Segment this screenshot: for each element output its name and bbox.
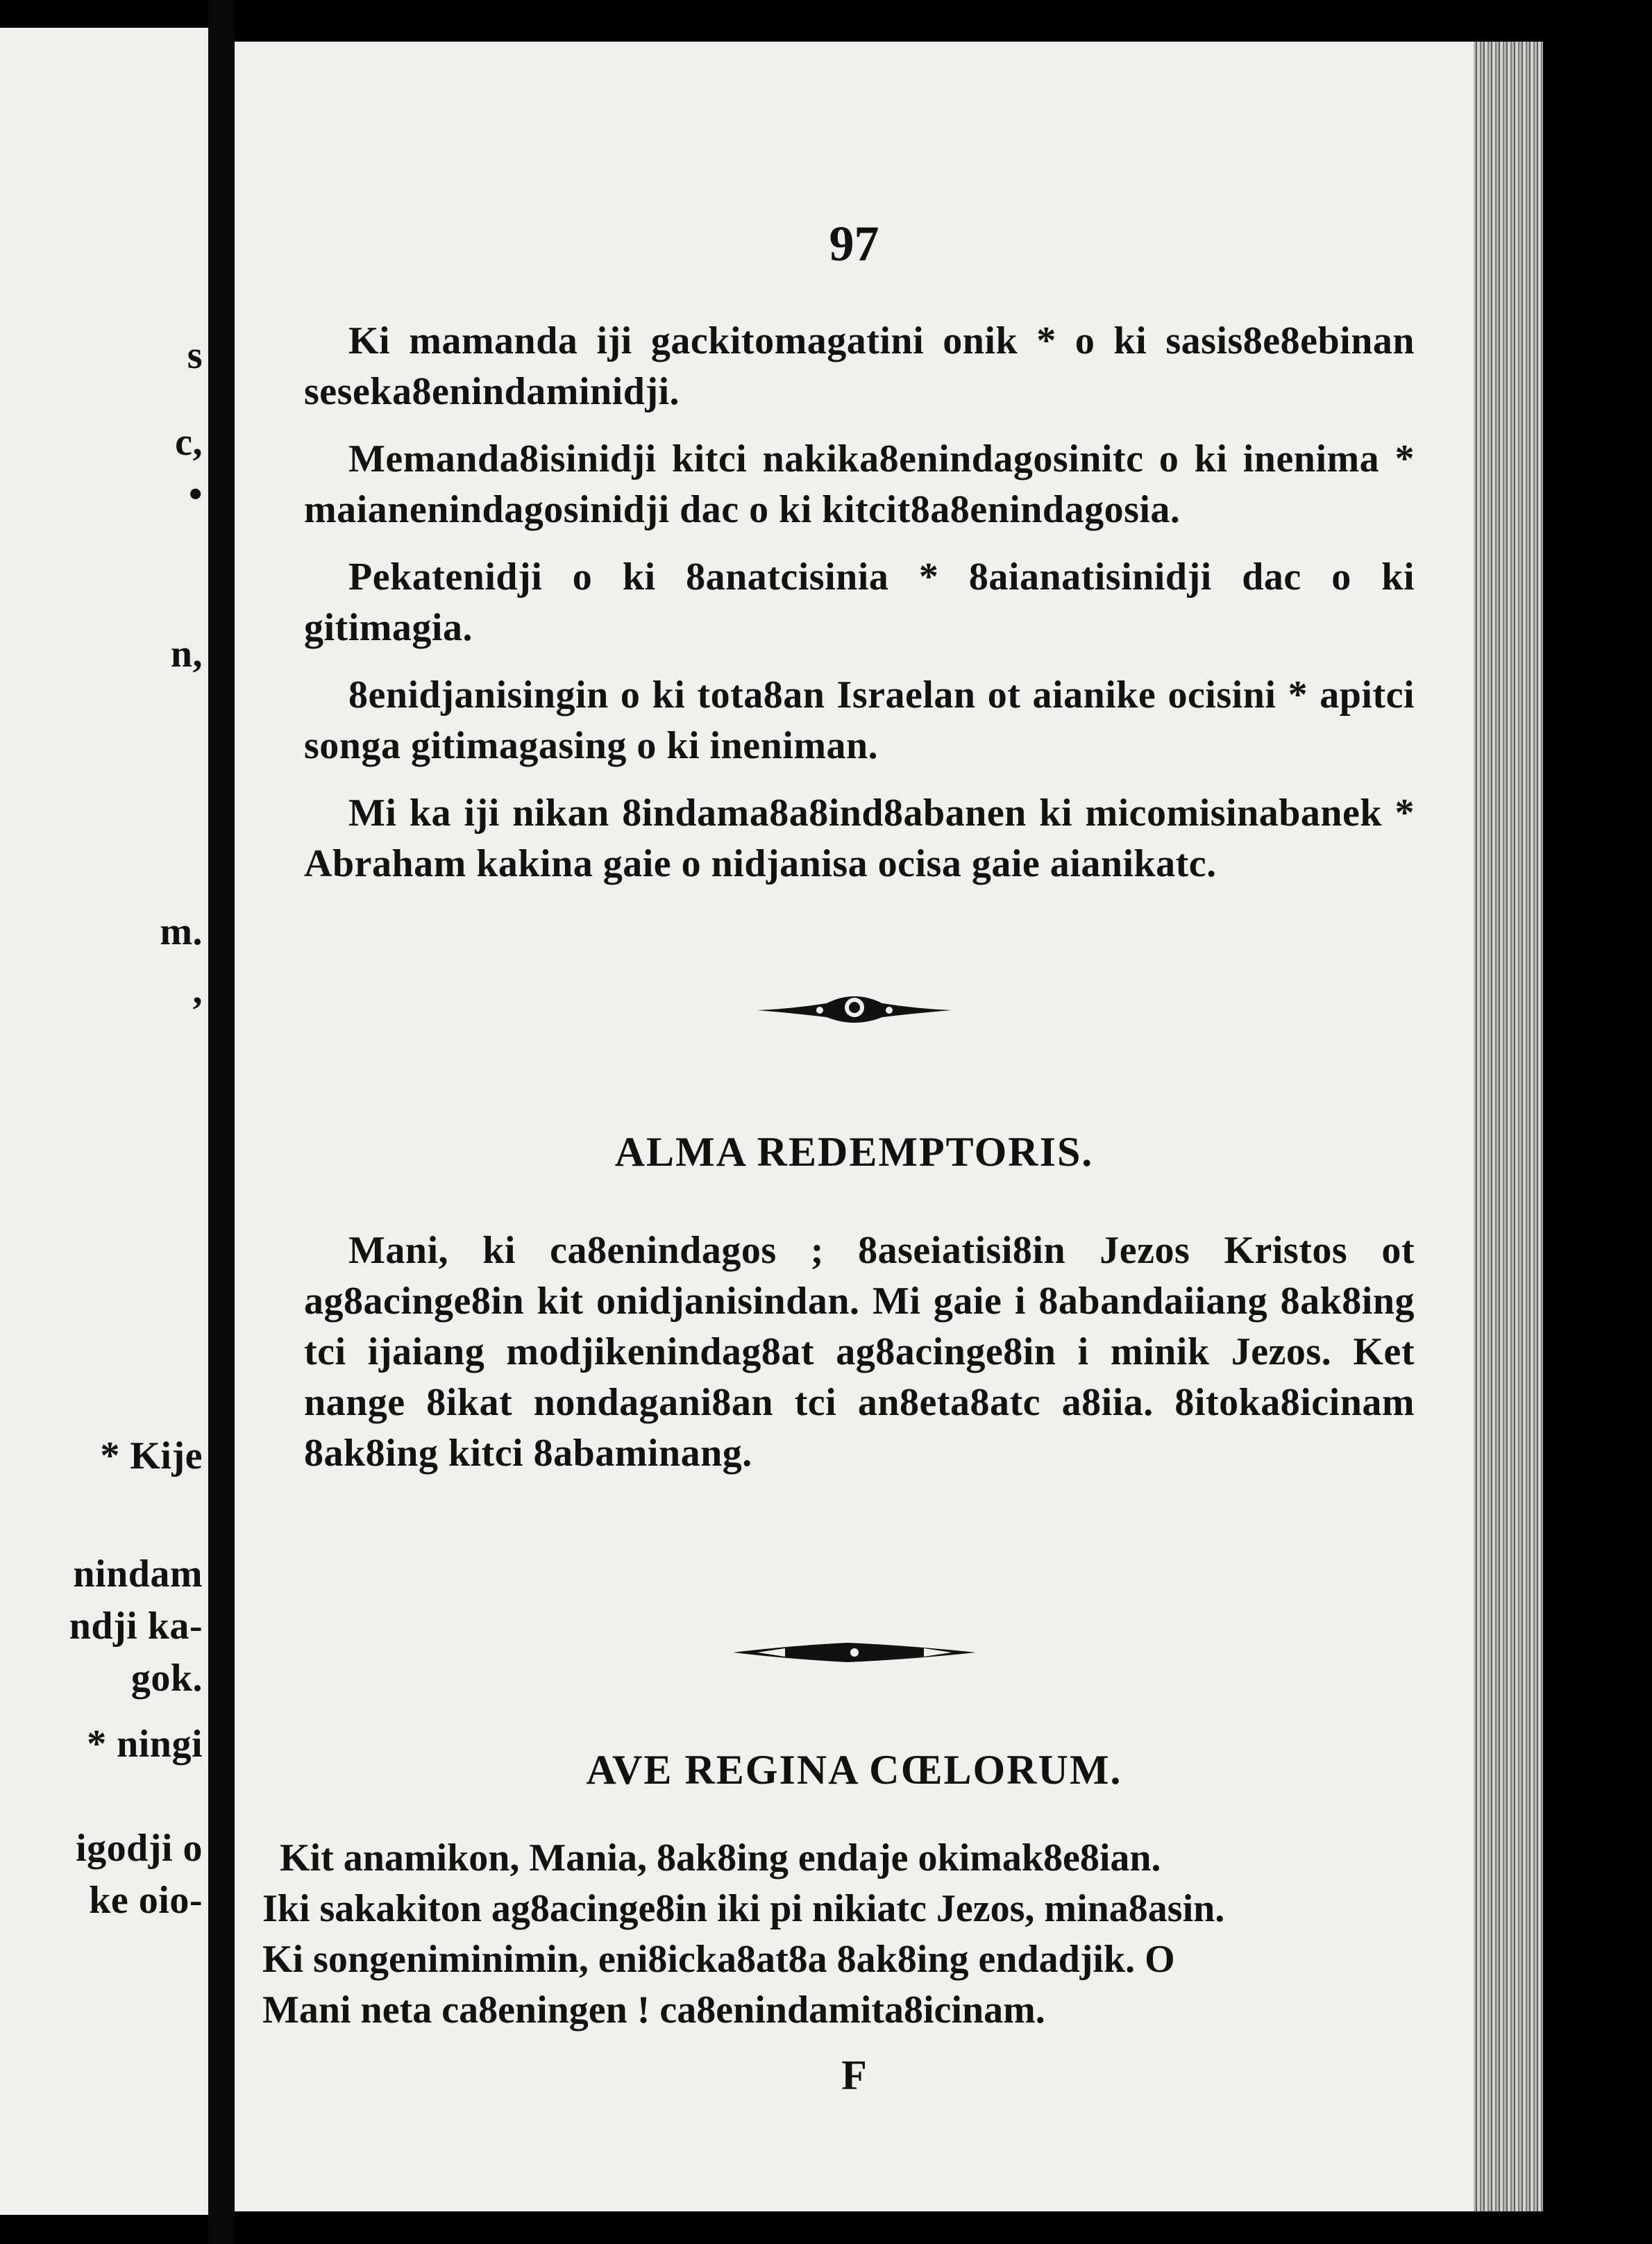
prayer-lines (262, 1833, 1401, 2036)
page-edge (1474, 42, 1543, 2211)
left-fragment-text: • (188, 473, 203, 516)
left-fragment-text: * Kije (100, 1434, 203, 1477)
prayer-block (304, 1225, 1415, 1496)
page-number: 97 (829, 216, 879, 271)
section-heading: ALMA REDEMPTORIS. (614, 1129, 1094, 1175)
prayer-line: Kit anamikon, Mania, 8ak8ing endaje okimak8e8ian. (280, 1836, 1161, 1879)
signature-mark: F (841, 2052, 867, 2098)
left-fragment-text: m. (160, 910, 203, 953)
left-fragment-text: n, (170, 633, 203, 676)
section-heading: AVE REGINA CŒLORUM. (586, 1747, 1122, 1793)
prayer-line: Iki sakakiton ag8acinge8in iki pi nikiatc Jezos, mina8asin. (262, 1887, 1225, 1930)
left-fragment-text: c, (175, 421, 203, 464)
verse-paragraph: 8enidjanisingin o ki tota8an Israelan ot aianike ocisini * apitci songa gitimagasing o ki ineniman. (304, 673, 1415, 767)
verse-paragraph: Ki mamanda iji gackitomagatini onik * o ki sasis8e8ebinan seseka8enindaminidji. (304, 319, 1415, 413)
left-fragment-text: gok. (130, 1657, 203, 1700)
prayer-line: Mani neta ca8eningen ! ca8enindamita8icinam. (262, 1988, 1045, 2032)
book-page (235, 42, 1543, 2211)
verse-paragraph: Mi ka iji nikan 8indama8a8ind8abanen ki micomisinabanek * Abraham kakina gaie o nidjanisa ocisa gaie aianikatc. (304, 792, 1415, 885)
left-fragment-text: , (192, 969, 203, 1012)
prayer-line: Ki songeniminimin, eni8icka8at8a 8ak8ing endadjik. O (262, 1938, 1175, 1981)
ornament-icon (750, 982, 959, 1031)
verse-block (304, 316, 1415, 906)
left-fragment-text: * ningi (87, 1723, 203, 1766)
left-fragment-text: igodji o (76, 1827, 203, 1870)
left-fragment-text: ndji ka- (69, 1605, 203, 1648)
left-page-fragment (0, 28, 208, 2215)
left-fragment-text: ke oio- (89, 1879, 203, 1922)
book-gutter (208, 0, 235, 2244)
left-fragment-text: nindam (73, 1552, 203, 1596)
verse-paragraph: Pekatenidji o ki 8anatcisinia * 8aianatisinidji dac o ki gitimagia. (304, 555, 1415, 649)
ornament-icon (730, 1632, 979, 1673)
verse-paragraph: Memanda8isinidji kitci nakika8enindagosinitc o ki inenima * maianenindagosinidji dac o ki kitcit8a8enindagosia. (304, 437, 1415, 531)
ornament-divider (235, 1632, 1474, 1673)
left-fragment-text: s (187, 334, 203, 377)
ornament-divider (235, 982, 1474, 1031)
prayer-paragraph: Mani, ki ca8enindagos ; 8aseiatisi8in Jezos Kristos ot ag8acinge8in kit onidjanisindan. Mi gaie i 8abandaiiang 8ak8ing tci ijaiang modjikenindag8at ag8acinge8in i minik Jezos. Ket nange 8ikat nondagani8an tci an8eta8atc a8iia. 8itoka8icinam 8ak8ing kitci 8abaminang. (304, 1229, 1415, 1475)
